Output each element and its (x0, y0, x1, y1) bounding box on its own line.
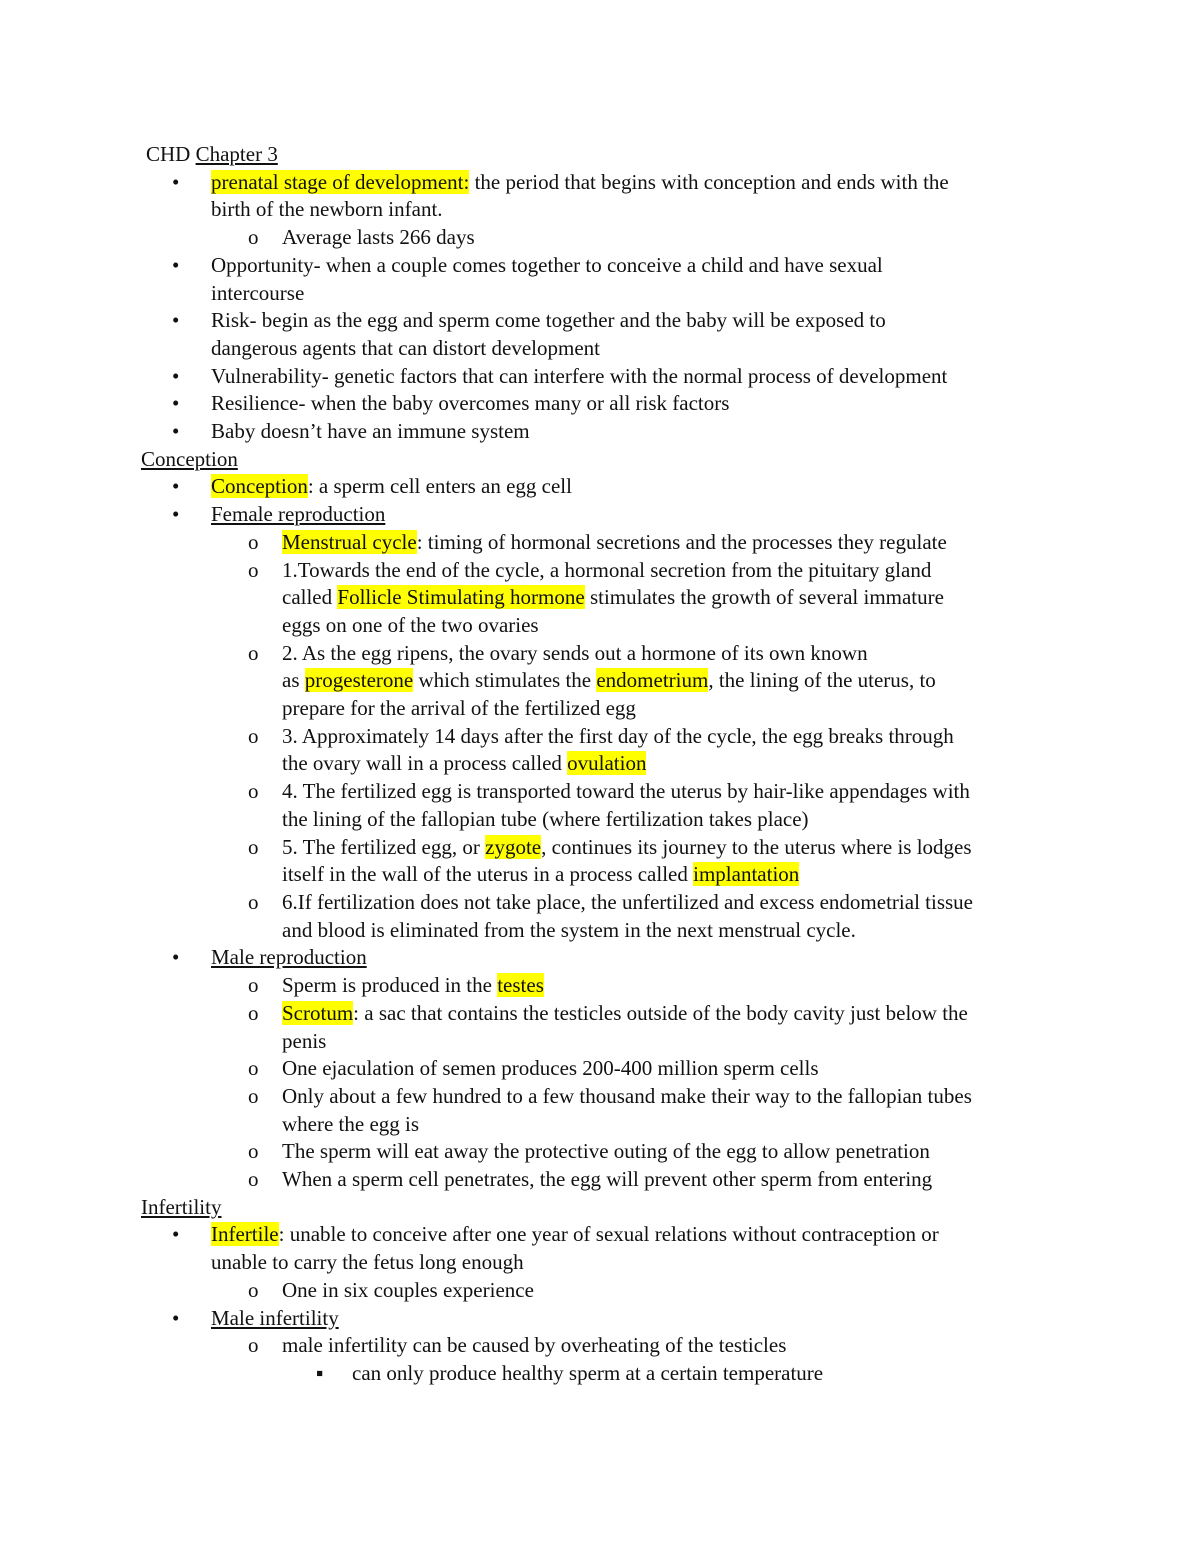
list-item (0, 307, 1200, 335)
circle-marker: o (248, 529, 259, 554)
sub-list-item-continuation: penis (282, 1028, 327, 1053)
sub-list-item (0, 1055, 1200, 1083)
list-item-continuation: unable to carry the fetus long enough (211, 1250, 524, 1275)
sub-list-item (0, 557, 1200, 585)
sub-list-item-continuation: the lining of the fallopian tube (where fertilization takes place) (282, 806, 809, 831)
list-item (0, 944, 1200, 972)
highlighted-term: Scrotum (282, 1000, 354, 1025)
sub-list-item-continuation: where the egg is (282, 1111, 420, 1136)
bullet-marker: • (172, 391, 180, 416)
sub-list-item-text: The sperm will eat away the protective outing of the egg to allow penetration (282, 1139, 930, 1164)
bullet-marker: • (172, 1305, 180, 1330)
list-item (0, 418, 1200, 446)
sub-list-item-continuation: and blood is eliminated from the system in the next menstrual cycle. (282, 917, 856, 942)
list-item (0, 363, 1200, 391)
sub-list-item-text: male infertility can be caused by overheating of the testicles (282, 1333, 787, 1358)
subheading-male-infertility: Male infertility (211, 1305, 339, 1330)
sub-list-item (0, 1277, 1200, 1305)
square-marker: ▪ (316, 1360, 324, 1385)
highlighted-term: Infertile (211, 1222, 279, 1247)
section-heading-text: Conception (141, 446, 238, 471)
circle-marker: o (248, 1333, 259, 1358)
sub-list-item-continuation: eggs on one of the two ovaries (282, 612, 539, 637)
subheading-female-reproduction: Female reproduction (211, 502, 386, 527)
list-item-text: : a sperm cell enters an egg cell (307, 474, 572, 499)
sub-list-item-continuation (0, 667, 1200, 695)
sub-list-item-text: One ejaculation of semen produces 200-400 million sperm cells (282, 1056, 819, 1081)
highlighted-term: zygote (485, 834, 542, 859)
list-item-text: Opportunity- when a couple comes together to conceive a child and have sexual (211, 252, 883, 277)
list-item-continuation: intercourse (211, 280, 305, 305)
highlighted-term: Conception (211, 474, 308, 499)
bullet-marker: • (172, 945, 180, 970)
sub-list-item (0, 224, 1200, 252)
list-item (0, 1221, 1200, 1249)
list-item (0, 252, 1200, 280)
circle-marker: o (248, 834, 259, 859)
chapter-label: Chapter 3 (195, 142, 278, 166)
sub-list-item-continuation (0, 750, 1200, 778)
sub-list-item-text: 4. The fertilized egg is transported toward the uterus by hair-like appendages with (282, 779, 970, 804)
text-run: the ovary wall in a process called (282, 751, 568, 776)
sub-list-item (0, 778, 1200, 806)
section-heading-infertility (0, 1194, 1200, 1222)
highlighted-term: Menstrual cycle (282, 529, 417, 554)
sub-sub-list-item (0, 1360, 1200, 1388)
bullet-marker: • (172, 502, 180, 527)
sub-list-item (0, 640, 1200, 668)
sub-list-item (0, 1166, 1200, 1194)
bullet-marker: • (172, 252, 180, 277)
circle-marker: o (248, 973, 259, 998)
circle-marker: o (248, 557, 259, 582)
sub-list-item-continuation (0, 584, 1200, 612)
circle-marker: o (248, 889, 259, 914)
sub-list-item-text: 2. As the egg ripens, the ovary sends out a hormone of its own known (282, 640, 868, 665)
list-item-continuation: birth of the newborn infant. (211, 197, 443, 222)
sub-list-item-text: 3. Approximately 14 days after the first day of the cycle, the egg breaks through (282, 723, 954, 748)
circle-marker: o (248, 640, 259, 665)
text-run: stimulates the growth of several immature (584, 585, 944, 610)
highlighted-term: Follicle Stimulating hormone (337, 585, 585, 610)
sub-list-item-text: Only about a few hundred to a few thousand make their way to the fallopian tubes (282, 1083, 972, 1108)
section-heading-text: Infertility (141, 1194, 222, 1219)
section-heading-conception (0, 446, 1200, 474)
text-run: as (282, 668, 305, 693)
list-item (0, 169, 1200, 197)
list-item-text: Risk- begin as the egg and sperm come together and the baby will be exposed to (211, 308, 886, 333)
sub-list-item (0, 1138, 1200, 1166)
circle-marker: o (248, 1000, 259, 1025)
list-item-text: the period that begins with conception and ends with the (469, 169, 949, 194)
sub-list-item-text: When a sperm cell penetrates, the egg will prevent other sperm from entering (282, 1167, 933, 1192)
sub-list-item (0, 1000, 1200, 1028)
sub-list-item (0, 834, 1200, 862)
sub-list-item-continuation (0, 861, 1200, 889)
bullet-marker: • (172, 474, 180, 499)
circle-marker: o (248, 1056, 259, 1081)
document-title (0, 141, 1200, 169)
text-run: which stimulates the (413, 668, 597, 693)
highlighted-term: implantation (693, 862, 800, 887)
highlighted-term: endometrium (596, 668, 709, 693)
highlighted-term: ovulation (567, 751, 647, 776)
sub-list-item (0, 972, 1200, 1000)
list-item-text: Resilience- when the baby overcomes many or all risk factors (211, 391, 730, 416)
list-item-text: Baby doesn’t have an immune system (211, 419, 530, 444)
text-run: : unable to conceive after one year of sexual relations without contraception or (278, 1222, 939, 1247)
text-run: , continues its journey to the uterus where is lodges (541, 834, 972, 859)
list-item (0, 390, 1200, 418)
circle-marker: o (248, 1139, 259, 1164)
bullet-marker: • (172, 1222, 180, 1247)
circle-marker: o (248, 723, 259, 748)
sub-list-item-text: 1.Towards the end of the cycle, a hormonal secretion from the pituitary gland (282, 557, 932, 582)
highlighted-term: prenatal stage of development: (211, 169, 470, 194)
bullet-marker: • (172, 169, 180, 194)
sub-list-item (0, 889, 1200, 917)
list-item-text: Vulnerability- genetic factors that can interfere with the normal process of development (211, 363, 948, 388)
text-run: , the lining of the uterus, to (708, 668, 936, 693)
highlighted-term: progesterone (304, 668, 414, 693)
highlighted-term: testes (497, 973, 544, 998)
sub-sub-list-item-text: can only produce healthy sperm at a certain temperature (352, 1360, 824, 1385)
subheading-male-reproduction: Male reproduction (211, 945, 367, 970)
sub-list-item-text: Average lasts 266 days (282, 225, 475, 250)
sub-list-item-continuation: prepare for the arrival of the fertilized egg (282, 696, 636, 721)
circle-marker: o (248, 1277, 259, 1302)
text-run: called (282, 585, 338, 610)
sub-list-item (0, 529, 1200, 557)
list-item (0, 501, 1200, 529)
course-code: CHD (146, 142, 191, 166)
sub-list-item (0, 1332, 1200, 1360)
document-page (0, 141, 1200, 1388)
circle-marker: o (248, 779, 259, 804)
bullet-marker: • (172, 363, 180, 388)
text-run: : a sac that contains the testicles outside of the body cavity just below the (353, 1000, 968, 1025)
text-run: Sperm is produced in the (282, 973, 498, 998)
text-run: itself in the wall of the uterus in a process called (282, 862, 694, 887)
circle-marker: o (248, 1167, 259, 1192)
sub-list-item-text: 6.If fertilization does not take place, the unfertilized and excess endometrial tissue (282, 889, 973, 914)
circle-marker: o (248, 225, 259, 250)
sub-list-item (0, 723, 1200, 751)
list-item (0, 1305, 1200, 1333)
circle-marker: o (248, 1083, 259, 1108)
sub-list-item-text: One in six couples experience (282, 1277, 534, 1302)
bullet-marker: • (172, 419, 180, 444)
list-item (0, 473, 1200, 501)
sub-list-item-text: : timing of hormonal secretions and the processes they regulate (416, 529, 947, 554)
sub-list-item (0, 1083, 1200, 1111)
text-run: 5. The fertilized egg, or (282, 834, 486, 859)
bullet-marker: • (172, 308, 180, 333)
list-item-continuation: dangerous agents that can distort development (211, 335, 600, 360)
